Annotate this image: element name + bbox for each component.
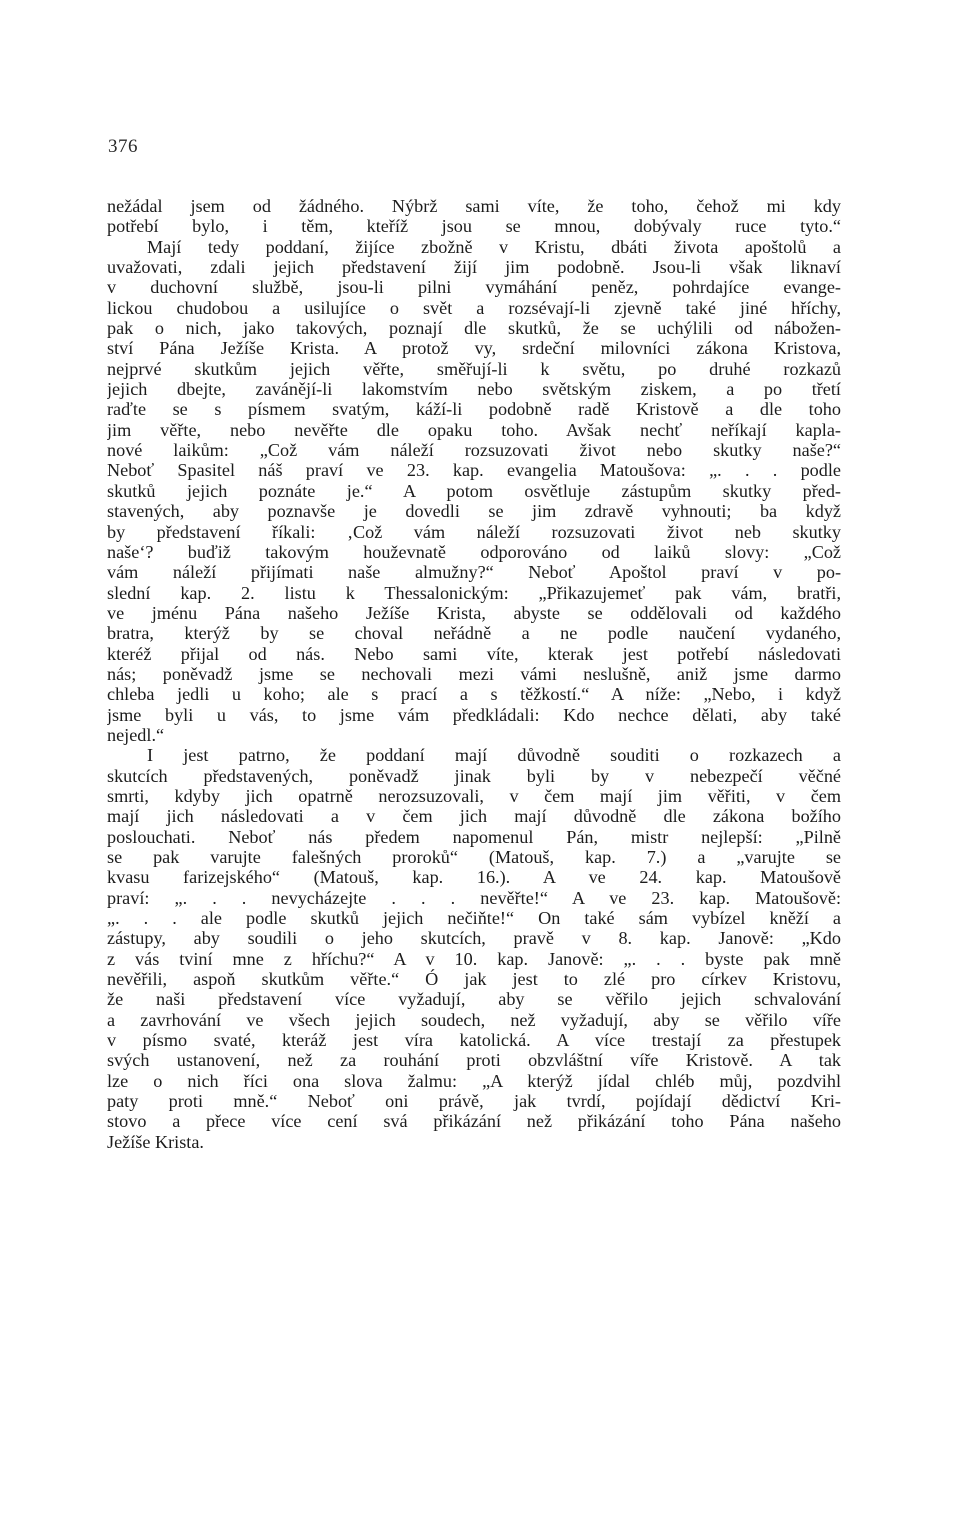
text-line: nejprvé skutkům jejich věřte, směřují-li k světu, po druhé rozkazů <box>107 358 841 379</box>
text-line: se pak varujte falešných proroků“ (Matouš, kap. 7.) a „varujte se <box>107 847 841 867</box>
text-line: lickou chudobou a usilujíce o svět a rozsévají-li zjevně také jiné hříchy, <box>107 297 841 318</box>
text-line: mají jich následovati a v čem jich mají důvodně dle zákona božího <box>107 806 841 827</box>
text-line: lze o nich říci ona slova žalmu: „A kterýž jídal chléb můj, pozdvihl <box>107 1070 841 1091</box>
text-line: skutcích představených, poněvadž jinak byli by v nebezpečí věčné <box>107 765 841 786</box>
text-line: ství Pána Ježíše Krista. A protož vy, srdeční milovníci zákona Kristova, <box>107 338 841 359</box>
text-line: Ježíše Krista. <box>107 1131 204 1152</box>
text-line: že naši představení více vyžadují, aby se věřilo jejich schvalování <box>107 989 841 1010</box>
text-line: Mají tedy poddaní, žijíce zbožně v Kristu, dbáti života apoštolů a <box>147 236 841 257</box>
text-line: raďte se s písmem svatým, káží-li podobně radě Kristově a dle toho <box>107 399 841 420</box>
text-line: zástupy, aby soudili o jeho skutcích, pravě v 8. kap. Janově: „Kdo <box>107 928 841 949</box>
text-line: skutků jejich poznáte je.“ A potom osvětluje zástupům skutky před- <box>107 480 841 501</box>
text-line: kteréž přijal od nás. Nebo sami víte, kterak jest potřebí následovati <box>107 643 841 664</box>
text-line: Neboť Spasitel náš praví ve 23. kap. evangelia Matoušova: „. . . podle <box>107 460 841 481</box>
text-line: chleba jedli u koho; ale s prací a s těžkostí.“ A níže: „Nebo, i když <box>107 684 841 705</box>
text-line: nevěřili, aspoň skutkům věřte.“ Ó jak jest to zlé pro církev Kristovu, <box>107 969 841 990</box>
text-line: potřebí bylo, i těm, kteříž jsou se mnou, dobývaly ruce tyto.“ <box>107 216 841 237</box>
text-line: smrti, kdyby jich opatrně nerozsuzovali, v čem mají jim věřiti, v čem <box>107 785 841 806</box>
text-line: nás; poněvadž jsme se nechovali mezi vámi neslušně, aniž jsme darmo <box>107 663 841 684</box>
text-line: poslouchati. Neboť nás předem napomenul Pán, mistr nejlepší: „Pilně <box>107 826 841 847</box>
text-line: svých ustanovení, než za rouhání proti obzvláštní víře Kristově. A tak <box>107 1050 841 1071</box>
text-line: nejedl.“ <box>107 724 165 745</box>
text-line: ve jménu Pána našeho Ježíše Krista, abyste se oddělovali od každého <box>107 602 841 623</box>
text-line: stovo a přece více cení svá přikázání než přikázání toho Pána našeho <box>107 1111 841 1132</box>
text-line: praví: „. . . nevycházejte . . . nevěřte!“ A ve 23. kap. Matoušově: <box>107 887 841 908</box>
text-line: paty proti mně.“ Neboť oni právě, jak tvrdí, pojídají dědictví Kri- <box>107 1091 841 1112</box>
text-line: naše‘? buďiž takovým houževnatě odporováno od laiků slovy: „Což <box>107 541 841 562</box>
text-line: I jest patrno, že poddaní mají důvodně souditi o rozkazech a <box>147 745 841 766</box>
text-line: nové laikům: „Což vám náleží rozsuzovati život nebo skutky naše?“ <box>107 440 841 461</box>
text-line: by představení říkali: ‚Což vám náleží rozsuzovati život neb skutky <box>107 521 841 542</box>
page-number: 376 <box>108 136 138 157</box>
body-text <box>107 196 841 1152</box>
text-line: a zavrhování ve všech jejich soudech, než vyžadují, aby se věřilo víře <box>107 1009 841 1030</box>
text-line: jim věřte, nebo nevěřte dle opaku toho. Avšak nechť neříkají kapla- <box>107 419 841 440</box>
text-line: bratra, kterýž by se choval neřádně a ne podle naučení vydaného, <box>107 623 841 644</box>
text-line: jsme byli u vás, to jsme vám předkládali: Kdo nechce dělati, aby také <box>107 704 841 725</box>
text-line: vám náleží přijímati naše almužny?“ Neboť Apoštol praví v po- <box>107 562 841 583</box>
text-line: stavených, aby poznavše je dovedli se jim zdravě vyhnouti; ba když <box>107 501 841 522</box>
text-line: jejich dbejte, zavánějí-li lakomstvím nebo světským ziskem, a po třetí <box>107 379 841 400</box>
text-line: pak o nich, jako takových, poznají dle skutků, že se uchýlili od nábožen- <box>107 318 841 339</box>
text-line: kvasu farizejského“ (Matouš, kap. 16.). A ve 24. kap. Matoušově <box>107 867 841 888</box>
text-line: z vás tviní mne z hříchu?“ A v 10. kap. Janově: „. . . byste pak mně <box>107 948 841 969</box>
text-line: nežádal jsem od žádného. Nýbrž sami víte, že toho, čehož mi kdy <box>107 196 841 216</box>
text-line: v duchovní službě, jsou-li pilni vymáhání peněz, pohrdajíce evange- <box>107 277 841 298</box>
text-line: slední kap. 2. listu k Thessalonickým: „Přikazujemeť pak vám, bratři, <box>107 582 841 603</box>
text-line: uvažovati, zdali jejich představení žijí jim podobně. Jsou-li však liknaví <box>107 257 841 278</box>
text-line: v písmo svaté, kteráž jest víra katolická. A více trestají za přestupek <box>107 1030 841 1051</box>
text-line: „. . . ale podle skutků jejich nečiňte!“ On také sám vybízel kněží a <box>107 908 841 929</box>
